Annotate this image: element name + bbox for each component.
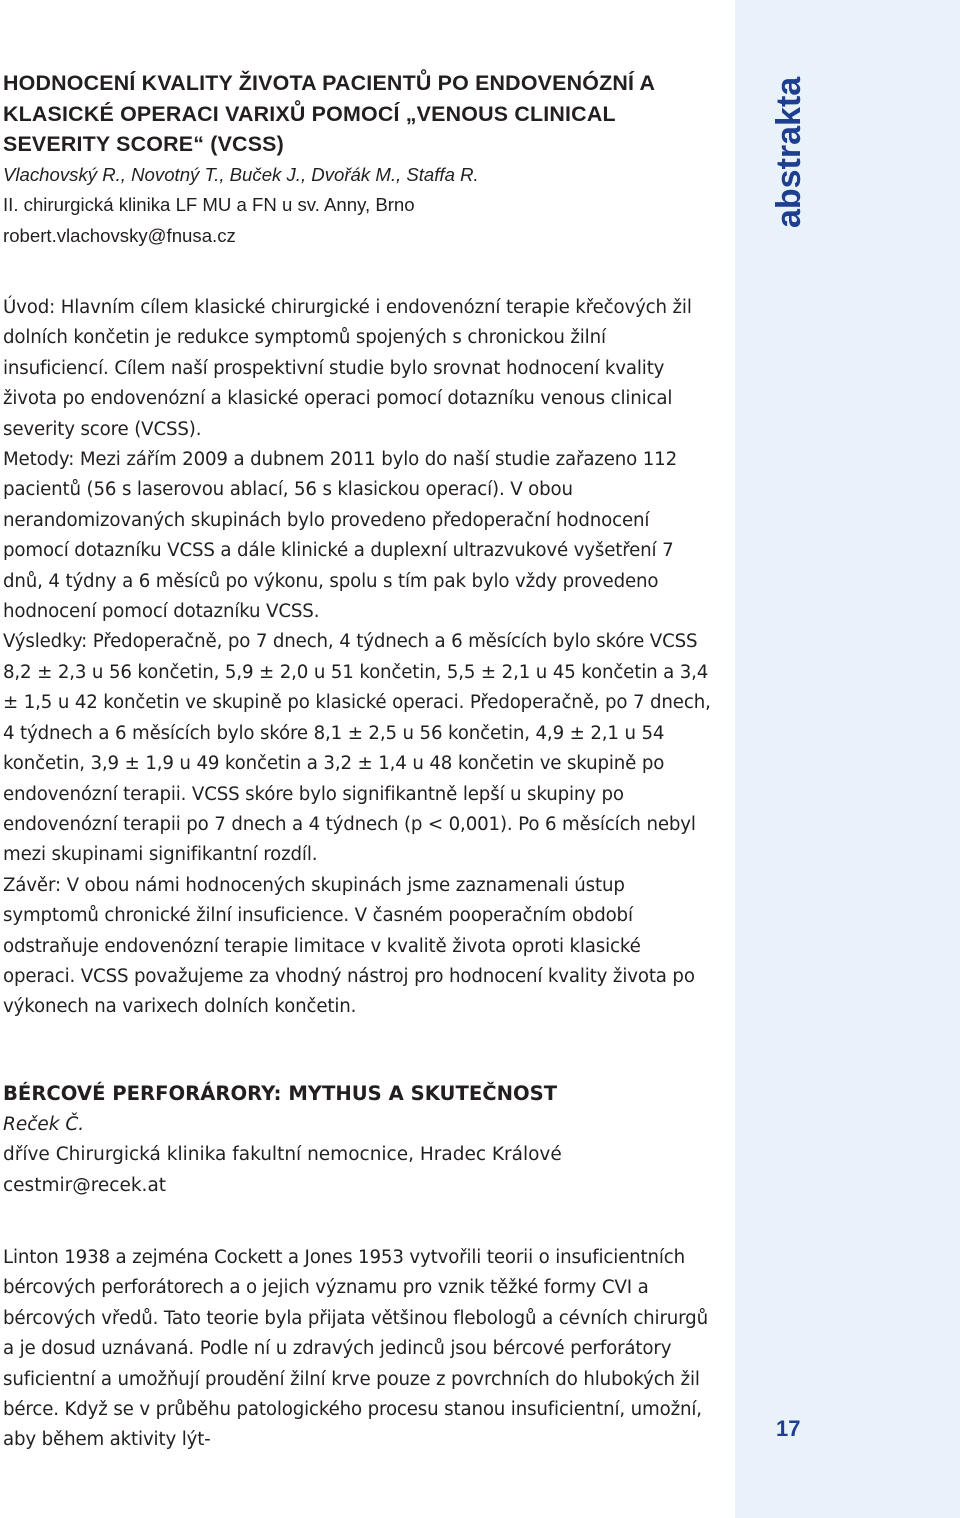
abstract-vcss — [3, 68, 715, 1023]
abstract-email: cestmir@recek.at — [3, 1174, 167, 1196]
paragraph-intro: Úvod: Hlavním cílem klasické chirurgické i endovenózní terapie křečových žil dolních končetin je redukce symptomů spojených s chronickou žilní insuficiencí. Cílem naší prospektivní studie bylo srovnat hodnocení kvality života po endovenózní a klasické operaci pomocí dotazníku venous clinical severity score (VCSS). — [3, 297, 692, 440]
paragraph-methods: Metody: Mezi zářím 2009 a dubnem 2011 bylo do naší studie zařazeno 112 pacientů (56 s laserovou ablací, 56 s klasickou operací). V obou nerandomizovaných skupinách bylo provedeno předoperační hodnocení pomocí dotazníku VCSS a dále klinické a duplexní ultrazvukové vyšetření 7 dnů, 4 týdny a 6 měsíců po výkonu, spolu s tím pak bylo vždy provedeno hodnocení pomocí dotazníku VCSS. — [3, 449, 678, 623]
abstract-affiliation: dříve Chirurgická klinika fakultní nemocnice, Hradec Králové — [3, 1144, 562, 1165]
abstract-body — [3, 1243, 715, 1456]
abstract-body — [3, 293, 715, 1023]
abstract-affiliation: II. chirurgická klinika LF MU a FN u sv. Anny, Brno — [3, 194, 415, 215]
abstract-title: HODNOCENÍ KVALITY ŽIVOTA PACIENTŮ PO ENDOVENÓZNÍ A KLASICKÉ OPERACI VARIXŮ POMOCÍ „VENOUS CLINICAL SEVERITY SCORE“ (VCSS) — [3, 71, 655, 156]
section-label: abstrakta — [770, 76, 808, 228]
sidebar-band — [735, 0, 960, 1518]
paragraph-intro: Linton 1938 a zejména Cockett a Jones 1953 vytvořili teorii o insuficientních bércových perforátorech a o jejich významu pro vznik těžké formy CVI a bércových vředů. Tato teorie byla přijata většinou flebologů a cévních chirurgů a je dosud uznávaná. Podle ní u zdravých jedinců jsou bércové perforátory suficientní a umožňují proudění žilní krve pouze z povrchních do hlubokých žil bérce. Když se v průběhu patologického procesu stanou insuficientní, umožní, aby během aktivity lýt- — [3, 1247, 708, 1451]
abstract-authors: Reček Č. — [3, 1113, 85, 1135]
abstract-title: BÉRCOVÉ PERFORÁRORY: MYTHUS A SKUTEČNOST — [3, 1082, 558, 1105]
page-number: 17 — [776, 1416, 801, 1441]
abstract-email: robert.vlachovsky@fnusa.cz — [3, 224, 236, 246]
abstract-authors: Vlachovský R., Novotný T., Buček J., Dvořák M., Staffa R. — [3, 163, 479, 185]
paragraph-conclusion: Závěr: V obou námi hodnocených skupinách jsme zaznamenali ústup symptomů chronické žilní insuficience. V časném pooperačním období odstraňuje endovenózní terapie limitace v kvalitě života oproti klasické operaci. VCSS považujeme za vhodný nástroj pro hodnocení kvality života po výkonech na varixech dolních končetin. — [3, 874, 695, 1018]
abstract-perforators — [3, 1079, 715, 1456]
paragraph-results: Výsledky: Předoperačně, po 7 dnech, 4 týdnech a 6 měsících bylo skóre VCSS 8,2 ± 2,3 u 56 končetin, 5,9 ± 2,0 u 51 končetin, 5,5 ± 2,1 u 45 končetin a 3,4 ± 1,5 u 42 končetin ve skupině po klasické operaci. Předoperačně, po 7 dnech, 4 týdnech a 6 měsících bylo skóre 8,1 ± 2,5 u 56 končetin, 4,9 ± 2,1 u 54 končetin, 3,9 ± 1,9 u 49 končetin a 3,2 ± 1,4 u 48 končetin ve skupině po endovenózní terapii. VCSS skóre bylo signifikantně lepší u skupiny po endovenózní terapii po 7 dnech a 4 týdnech (p < 0,001). Po 6 měsících nebyl mezi skupinami signifikantní rozdíl. — [3, 631, 711, 866]
